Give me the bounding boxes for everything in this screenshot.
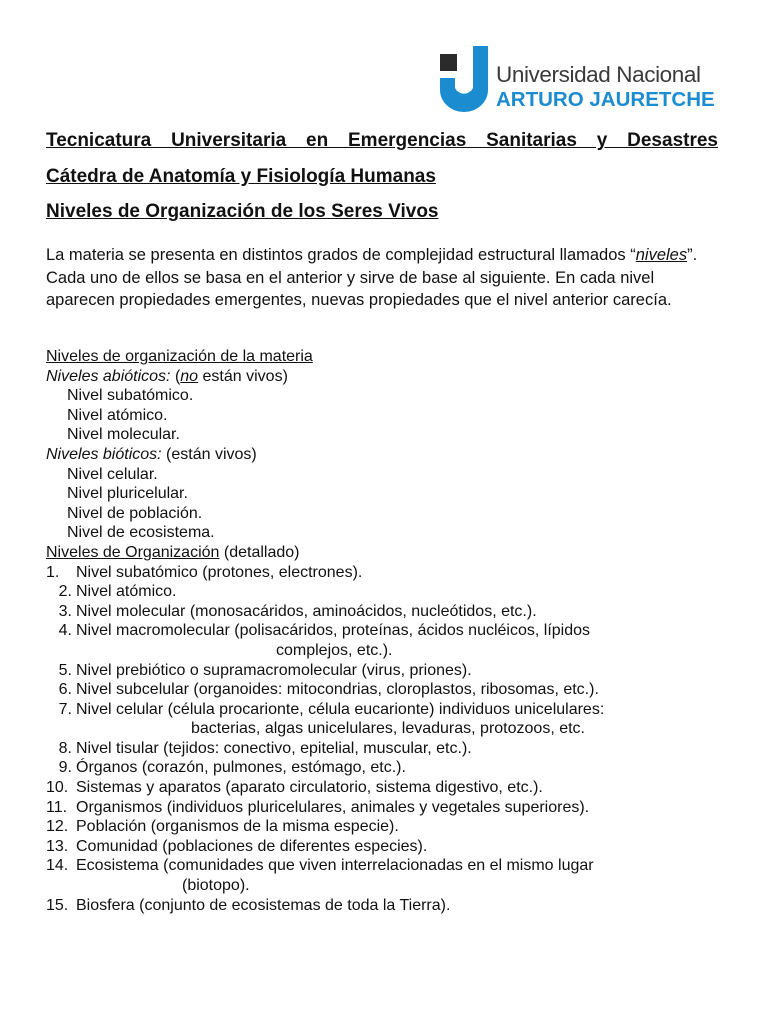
list-item: Nivel atómico. [67,406,168,424]
item-number: 8. [58,739,72,757]
item-number: 15. [46,896,69,914]
item-text: Nivel subcelular (organoides: mitocondrias, cloroplastos, ribosomas, etc.). [76,681,599,699]
logo-university-subname: ARTURO JAURETCHE [496,88,715,111]
list-item [46,856,736,876]
item-text: Comunidad (poblaciones de diferentes especies). [76,837,428,855]
list-item [46,661,736,681]
item-number: 3. [58,602,72,620]
item-number: 11. [46,798,68,816]
topic-title: Niveles de Organización de los Seres Vivos [46,201,439,222]
intro-text-end: ”. Cada uno de ellos se basa en el anterior y sirve de base al siguiente. En cada nivel aparecen propiedades emergentes, nuevas propiedades que el nivel anterior carecía. [46,246,698,309]
list-item [46,817,736,837]
item-number: 12. [46,818,69,836]
list-item [46,739,736,759]
detallado-heading-rest: (detallado) [219,543,300,561]
list-item: Nivel de población. [67,504,203,522]
list-item-continuation: bacterias, algas unicelulares, levaduras, protozoos, etc. [191,720,585,738]
list-item [46,700,736,720]
logo-university-name: Universidad Nacional [496,62,701,87]
list-item [46,621,736,641]
levels-content [46,347,736,915]
list-item: Nivel de ecosistema. [67,524,215,542]
list-item [46,798,736,818]
list-item [46,680,736,700]
item-text: Población (organismos de la misma especie). [76,818,399,836]
niveles-term: niveles [635,246,688,264]
abioticos-close: están vivos) [198,367,288,385]
item-text: Nivel atómico. [76,583,177,601]
item-number: 10. [46,779,69,797]
list-item [46,778,736,798]
item-text: Biosfera (conjunto de ecosistemas de toda la Tierra). [76,896,451,914]
list-item-continuation: (biotopo). [182,877,250,895]
item-number: 7. [58,700,72,718]
item-text: Nivel subatómico (protones, electrones). [76,563,363,581]
abioticos-no: no [180,367,199,385]
bioticos-label: Niveles bióticos: [46,445,162,463]
bioticos-note: (están vivos) [161,445,257,463]
item-number: 5. [58,661,72,679]
abioticos-open: ( [170,367,181,385]
list-item: Nivel subatómico. [67,387,194,405]
intro-paragraph [46,244,718,312]
item-text: Organismos (individuos pluricelulares, animales y vegetales superiores). [76,798,590,816]
item-text: Órganos (corazón, pulmones, estómago, etc.). [76,759,406,777]
item-number: 4. [58,622,72,640]
item-text: Nivel molecular (monosacáridos, aminoácidos, nucleótidos, etc.). [76,602,537,620]
list-item-continuation: complejos, etc.). [276,641,393,659]
list-item [46,602,736,622]
bioticos-line [46,445,736,465]
university-logo [440,46,720,114]
item-number: 9. [58,759,72,777]
detallado-heading [46,543,736,563]
list-item [46,563,736,583]
list-item [46,837,736,857]
list-item [46,582,736,602]
document-header [46,130,718,223]
item-text: Nivel celular (célula procarionte, célula eucarionte) individuos unicelulares: [76,700,605,718]
materia-heading: Niveles de organización de la materia [46,348,313,365]
abioticos-label: Niveles abióticos: [46,367,171,385]
unaj-logo-icon [440,46,490,112]
list-item [46,896,736,916]
item-text: Nivel tisular (tejidos: conectivo, epitelial, muscular, etc.). [76,739,472,757]
item-text: Sistemas y aparatos (aparato circulatorio, sistema digestivo, etc.). [76,779,543,797]
item-number: 13. [46,837,69,855]
program-title: Tecnicatura Universitaria en Emergencias Sanitarias y Desastres [46,130,718,151]
list-item [46,758,736,778]
course-title: Cátedra de Anatomía y Fisiología Humanas [46,166,436,187]
item-number: 14. [46,857,69,875]
list-item: Nivel molecular. [67,426,180,444]
item-number: 6. [58,681,72,699]
item-number: 1. [46,563,60,581]
item-number: 2. [58,583,72,601]
item-text: Nivel prebiótico o supramacromolecular (virus, priones). [76,661,472,679]
item-text: Nivel macromolecular (polisacáridos, proteínas, ácidos nucléicos, lípidos [76,622,591,640]
detallado-heading-underlined: Niveles de Organización [46,543,220,561]
intro-text-start: La materia se presenta en distintos grados de complejidad estructural llamados “ [46,246,636,264]
list-item: Nivel celular. [67,465,158,483]
list-item: Nivel pluricelular. [67,485,188,503]
abioticos-line [46,367,736,387]
item-text: Ecosistema (comunidades que viven interrelacionadas en el mismo lugar [76,857,594,875]
